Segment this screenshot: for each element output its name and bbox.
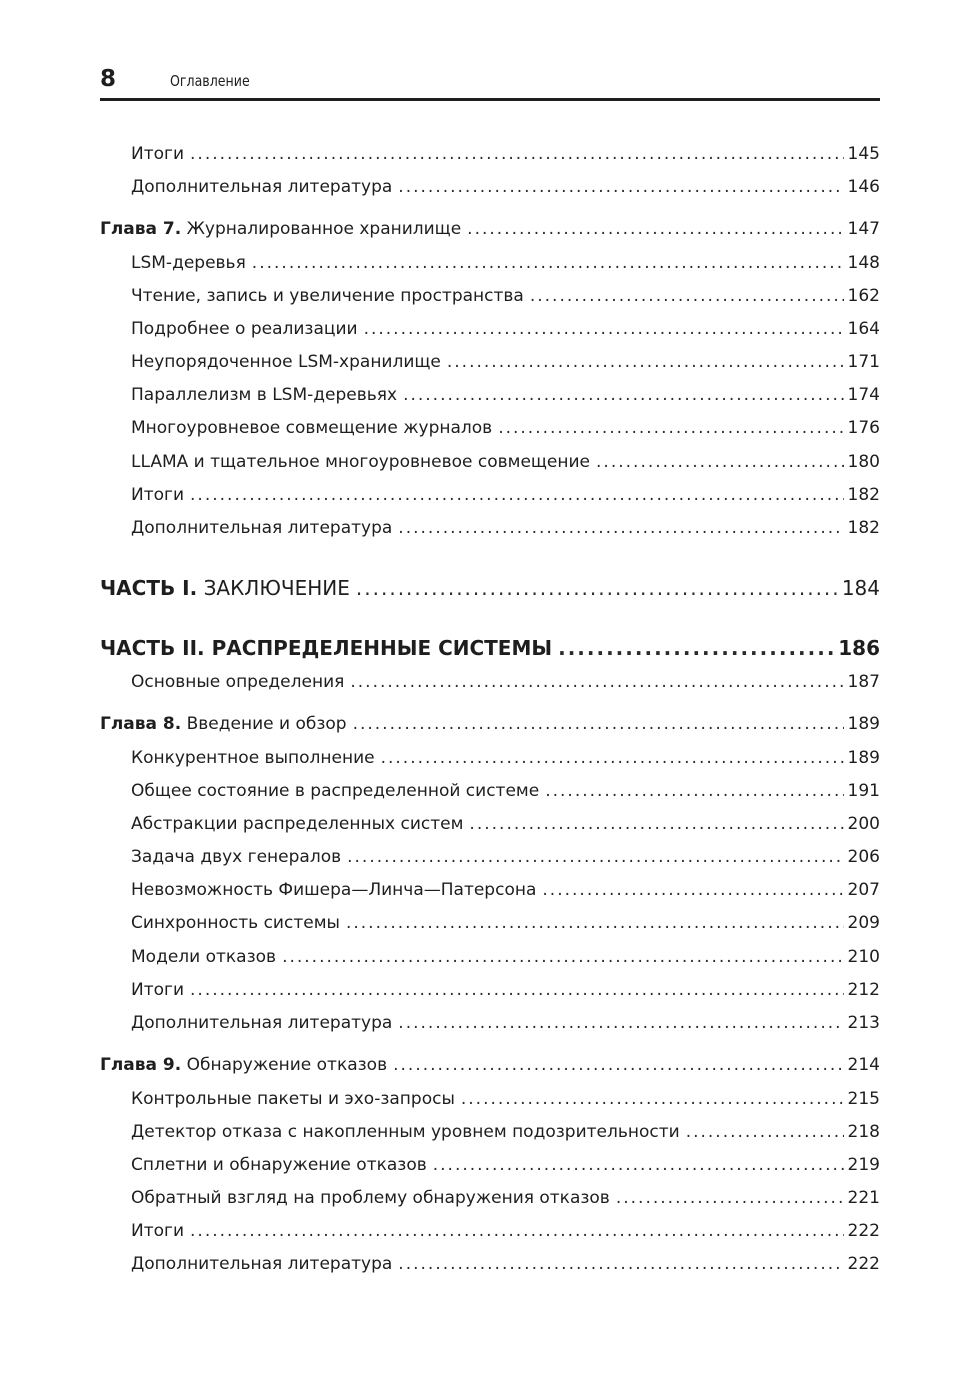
dot-leader bbox=[447, 350, 844, 374]
toc-entry-text: Невозможность Фишера—Линча—Патерсона bbox=[131, 880, 537, 900]
toc-page-number: 222 bbox=[847, 1221, 880, 1241]
toc-page-number: 206 bbox=[847, 847, 880, 867]
toc-entry bbox=[131, 383, 880, 407]
toc-entry-title bbox=[131, 746, 375, 770]
toc-page-number: 164 bbox=[847, 319, 880, 339]
toc-entry bbox=[131, 1252, 880, 1276]
toc-entry-text: Итоги bbox=[131, 144, 185, 164]
toc-entry bbox=[131, 878, 880, 902]
dot-leader bbox=[190, 483, 844, 507]
toc-entry bbox=[131, 416, 880, 440]
toc-entry-title bbox=[131, 1120, 680, 1144]
dot-leader bbox=[498, 416, 843, 440]
toc-page-number: 219 bbox=[847, 1155, 880, 1175]
toc-page-number: 146 bbox=[847, 177, 880, 197]
toc-part bbox=[100, 574, 880, 602]
toc-entry bbox=[131, 779, 880, 803]
toc-entry bbox=[131, 845, 880, 869]
dot-leader bbox=[252, 251, 844, 275]
toc-entry-text: Синхронность системы bbox=[131, 913, 340, 933]
toc-entry-title bbox=[131, 1087, 455, 1111]
toc-entry-title bbox=[131, 175, 392, 199]
toc-entry-title bbox=[131, 978, 184, 1002]
toc-entry-text: LSM-деревья bbox=[131, 253, 246, 273]
toc-entry-title bbox=[131, 945, 276, 969]
dot-leader bbox=[356, 574, 838, 602]
toc-entry-text: Журналированное хранилище bbox=[186, 219, 462, 239]
toc-entry-text: Итоги bbox=[131, 485, 185, 505]
running-title: Оглавление bbox=[170, 72, 250, 90]
toc-entry-text: Дополнительная литература bbox=[131, 1254, 393, 1274]
toc-entry-title bbox=[131, 142, 184, 166]
toc-entry-title bbox=[131, 516, 392, 540]
toc-chapter bbox=[100, 217, 880, 241]
toc-entry-text: Параллелизм в LSM-деревьях bbox=[131, 385, 398, 405]
toc-entry bbox=[131, 516, 880, 540]
toc-entry bbox=[131, 1153, 880, 1177]
dot-leader bbox=[381, 746, 844, 770]
toc-entry-text: LLAMA и тщательное многоуровневое совмещение bbox=[131, 452, 591, 472]
toc-entry bbox=[131, 142, 880, 166]
toc-page-number: 182 bbox=[847, 485, 880, 505]
toc-entry-title bbox=[131, 416, 492, 440]
toc-entry-title bbox=[131, 317, 358, 341]
toc-entry bbox=[131, 1011, 880, 1035]
toc-entry-text: Сплетни и обнаружение отказов bbox=[131, 1155, 427, 1175]
toc-entry-text: Подробнее о реализации bbox=[131, 319, 358, 339]
toc-entry-title bbox=[131, 1011, 392, 1035]
toc-page-number: 186 bbox=[838, 636, 880, 660]
page-number: 8 bbox=[100, 66, 117, 92]
toc-entry-text: Дополнительная литература bbox=[131, 177, 393, 197]
toc-entry bbox=[131, 175, 880, 199]
toc-page-number: 212 bbox=[847, 980, 880, 1000]
toc-entry bbox=[131, 284, 880, 308]
toc-entry bbox=[131, 483, 880, 507]
toc-page-number: 184 bbox=[841, 576, 880, 600]
toc-entry-text: Итоги bbox=[131, 1221, 185, 1241]
toc-entry-text: Неупорядоченное LSM-хранилище bbox=[131, 352, 441, 372]
toc-entry-title bbox=[131, 251, 246, 275]
toc-entry bbox=[131, 911, 880, 935]
dot-leader bbox=[616, 1186, 844, 1210]
toc-entry-title bbox=[131, 1252, 392, 1276]
toc-entry-label: ЧАСТЬ I. bbox=[100, 576, 198, 600]
dot-leader bbox=[398, 516, 843, 540]
dot-leader bbox=[433, 1153, 844, 1177]
toc-entry-label: ЧАСТЬ II. bbox=[100, 636, 205, 660]
toc-entry-text: Контрольные пакеты и эхо-запросы bbox=[131, 1089, 455, 1109]
dot-leader bbox=[353, 712, 844, 736]
dot-leader bbox=[542, 878, 843, 902]
toc-page-number: 209 bbox=[847, 913, 880, 933]
dot-leader bbox=[350, 670, 843, 694]
toc-page-number: 148 bbox=[847, 253, 880, 273]
toc-entry bbox=[131, 1219, 880, 1243]
toc-entry bbox=[131, 978, 880, 1002]
toc-entry-text: ЗАКЛЮЧЕНИЕ bbox=[203, 576, 350, 600]
toc-page-number: 210 bbox=[847, 947, 880, 967]
toc-entry-title bbox=[100, 217, 461, 241]
toc-page-number: 176 bbox=[847, 418, 880, 438]
toc-entry-title bbox=[131, 1153, 427, 1177]
toc-entry bbox=[131, 945, 880, 969]
toc-entry-title bbox=[131, 845, 341, 869]
toc-entry-title bbox=[131, 350, 441, 374]
toc-entry-text: Обратный взгляд на проблему обнаружения отказов bbox=[131, 1188, 610, 1208]
toc-entry-label: Глава 7. bbox=[100, 219, 182, 239]
toc-page-number: 218 bbox=[847, 1122, 880, 1142]
dot-leader bbox=[190, 142, 844, 166]
toc-page-number: 215 bbox=[847, 1089, 880, 1109]
toc-entry-title bbox=[131, 284, 524, 308]
toc-entry-text: Многоуровневое совмещение журналов bbox=[131, 418, 493, 438]
toc-entry-title bbox=[131, 450, 590, 474]
dot-leader bbox=[558, 634, 834, 662]
dot-leader bbox=[461, 1087, 844, 1111]
toc-entry bbox=[131, 317, 880, 341]
toc-entry-text: Абстракции распределенных систем bbox=[131, 814, 464, 834]
toc-entry bbox=[131, 1186, 880, 1210]
toc-entry-title bbox=[131, 779, 539, 803]
toc-entry bbox=[131, 746, 880, 770]
toc-page-number: 145 bbox=[847, 144, 880, 164]
toc-entry-text: Общее состояние в распределенной системе bbox=[131, 781, 540, 801]
toc-entry bbox=[131, 670, 880, 694]
toc-page-number: 187 bbox=[847, 672, 880, 692]
toc-entry-text: Детектор отказа с накопленным уровнем подозрительности bbox=[131, 1122, 680, 1142]
toc-page-number: 214 bbox=[847, 1055, 880, 1075]
toc-entry-title bbox=[131, 1219, 184, 1243]
dot-leader bbox=[190, 1219, 844, 1243]
toc-page-number: 207 bbox=[847, 880, 880, 900]
dot-leader bbox=[347, 845, 843, 869]
toc-page-number: 200 bbox=[847, 814, 880, 834]
toc-page-number: 189 bbox=[847, 714, 880, 734]
toc-entry-title bbox=[100, 1053, 387, 1077]
toc-entry-text: Задача двух генералов bbox=[131, 847, 342, 867]
toc-entry-text: Итоги bbox=[131, 980, 185, 1000]
toc-entry-title bbox=[131, 812, 463, 836]
toc-entry bbox=[131, 1120, 880, 1144]
toc-entry-text: Основные определения bbox=[131, 672, 345, 692]
toc-entry-title bbox=[131, 1186, 610, 1210]
toc-entry-title bbox=[131, 878, 536, 902]
toc-entry bbox=[131, 350, 880, 374]
toc-page-number: 191 bbox=[847, 781, 880, 801]
toc-entry bbox=[131, 450, 880, 474]
dot-leader bbox=[398, 1252, 843, 1276]
toc-entry-title bbox=[131, 383, 397, 407]
toc-page-number: 174 bbox=[847, 385, 880, 405]
toc-page-number: 221 bbox=[847, 1188, 880, 1208]
dot-leader bbox=[403, 383, 843, 407]
toc-entry-label: Глава 9. bbox=[100, 1055, 182, 1075]
toc-entry-text: Модели отказов bbox=[131, 947, 277, 967]
dot-leader bbox=[282, 945, 843, 969]
toc-page-number: 182 bbox=[847, 518, 880, 538]
dot-leader bbox=[393, 1053, 843, 1077]
dot-leader bbox=[398, 1011, 843, 1035]
toc-entry bbox=[131, 251, 880, 275]
toc-page-number: 189 bbox=[847, 748, 880, 768]
toc-entry bbox=[131, 1087, 880, 1111]
toc-entry-title bbox=[131, 483, 184, 507]
toc-entry-text: РАСПРЕДЕЛЕННЫЕ СИСТЕМЫ bbox=[211, 636, 553, 660]
toc-chapter bbox=[100, 1053, 880, 1077]
dot-leader bbox=[469, 812, 843, 836]
toc-page-number: 162 bbox=[847, 286, 880, 306]
toc-entry-label: Глава 8. bbox=[100, 714, 182, 734]
dot-leader bbox=[686, 1120, 844, 1144]
toc-entry-text: Дополнительная литература bbox=[131, 518, 393, 538]
toc-page-number: 171 bbox=[847, 352, 880, 372]
toc-page-number: 180 bbox=[847, 452, 880, 472]
dot-leader bbox=[596, 450, 844, 474]
toc-entry-text: Чтение, запись и увеличение пространства bbox=[131, 286, 524, 306]
dot-leader bbox=[364, 317, 844, 341]
toc-entry bbox=[131, 812, 880, 836]
page-header bbox=[100, 64, 880, 101]
dot-leader bbox=[398, 175, 843, 199]
toc-entry-title bbox=[100, 574, 350, 602]
dot-leader bbox=[545, 779, 843, 803]
dot-leader bbox=[467, 217, 843, 241]
toc-page-number: 213 bbox=[847, 1013, 880, 1033]
dot-leader bbox=[530, 284, 844, 308]
toc-entry-text: Введение и обзор bbox=[186, 714, 347, 734]
toc-page-number: 147 bbox=[847, 219, 880, 239]
dot-leader bbox=[190, 978, 844, 1002]
toc-entry-title bbox=[100, 712, 347, 736]
toc-chapter bbox=[100, 712, 880, 736]
toc-entry-text: Конкурентное выполнение bbox=[131, 748, 375, 768]
dot-leader bbox=[346, 911, 844, 935]
toc-page-number: 222 bbox=[847, 1254, 880, 1274]
toc-entry-text: Обнаружение отказов bbox=[186, 1055, 388, 1075]
toc-entry-title bbox=[131, 670, 344, 694]
toc-part bbox=[100, 634, 880, 662]
toc-entry-title bbox=[100, 634, 552, 662]
toc-entry-title bbox=[131, 911, 340, 935]
toc-entry-text: Дополнительная литература bbox=[131, 1013, 393, 1033]
